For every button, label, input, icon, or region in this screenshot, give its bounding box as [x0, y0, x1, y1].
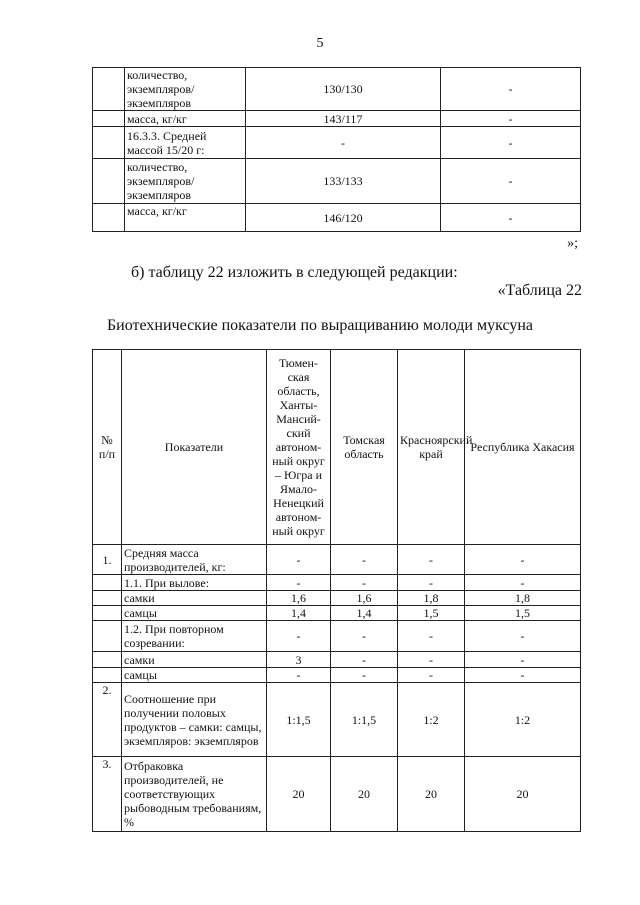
header-tyumen: Тюмен-ская область, Ханты-Мансий-ский автоном-ный округ – Югра и Ямало-Ненецкий автоном-ный округ [267, 350, 331, 545]
table-row [93, 652, 581, 668]
value-tomsk: 1:1,5 [331, 683, 398, 757]
value-tomsk: 1,4 [331, 606, 398, 621]
header-num: № п/п [93, 350, 122, 545]
amendment-instruction: б) таблицу 22 изложить в следующей редакции: [131, 264, 458, 281]
value-tyumen: 3 [267, 652, 331, 668]
table-row [93, 757, 581, 832]
row-num [93, 621, 122, 652]
table-row [93, 683, 581, 757]
value-khakassia: 1:2 [465, 683, 581, 757]
value-khakassia: - [465, 652, 581, 668]
table-cell [93, 68, 125, 111]
value-tyumen: 1,6 [267, 591, 331, 606]
row-num: 3. [93, 757, 122, 832]
table-cell: - [246, 127, 441, 159]
value-tyumen: 1,4 [267, 606, 331, 621]
row-label: 1.1. При вылове: [122, 575, 267, 591]
table-cell: масса, кг/кг [125, 111, 246, 127]
table-cell: - [441, 127, 581, 159]
row-label: самки [122, 591, 267, 606]
page-number: 5 [316, 36, 324, 51]
header-tomsk: Томская область [331, 350, 398, 545]
value-tyumen: - [267, 668, 331, 683]
row-num [93, 668, 122, 683]
value-tomsk: - [331, 652, 398, 668]
value-krasnoyarsk: - [398, 621, 465, 652]
table-row [93, 591, 581, 606]
value-krasnoyarsk: - [398, 575, 465, 591]
table-cell: 130/130 [246, 68, 441, 111]
table-cell: 16.3.3. Средней массой 15/20 г: [125, 127, 246, 159]
row-label: самки [122, 652, 267, 668]
table-cell [93, 111, 125, 127]
table-cell: - [441, 68, 581, 111]
value-tomsk: - [331, 545, 398, 575]
header-khakassia: Республика Хакасия [465, 350, 581, 545]
value-tyumen: 1:1,5 [267, 683, 331, 757]
table-row [93, 545, 581, 575]
header-indicator: Показатели [122, 350, 267, 545]
table-row [93, 127, 581, 159]
value-khakassia: - [465, 575, 581, 591]
row-label: 1.2. При повторном созревании: [122, 621, 267, 652]
value-tomsk: 20 [331, 757, 398, 832]
closing-quote: »; [567, 236, 578, 251]
row-label: самцы [122, 606, 267, 621]
value-tyumen: - [267, 575, 331, 591]
value-tomsk: 1,6 [331, 591, 398, 606]
table-row [93, 159, 581, 204]
value-khakassia: 20 [465, 757, 581, 832]
value-krasnoyarsk: 20 [398, 757, 465, 832]
value-krasnoyarsk: 1,8 [398, 591, 465, 606]
table-cell: количество, экземпляров/ экземпляров [125, 68, 246, 111]
value-tomsk: - [331, 668, 398, 683]
table-title: Биотехнические показатели по выращиванию молоди муксуна [106, 317, 534, 334]
table-cell: - [441, 204, 581, 232]
row-label: Средняя масса производителей, кг: [122, 545, 267, 575]
table-cell [93, 159, 125, 204]
value-tyumen: - [267, 621, 331, 652]
table-header-row [93, 350, 581, 545]
row-label: самцы [122, 668, 267, 683]
table-cell [93, 204, 125, 232]
value-krasnoyarsk: - [398, 652, 465, 668]
header-krasnoyarsk: Красноярский край [398, 350, 465, 545]
table-cell: количество, экземпляров/ экземпляров [125, 159, 246, 204]
value-krasnoyarsk: 1,5 [398, 606, 465, 621]
value-tomsk: - [331, 621, 398, 652]
row-num [93, 575, 122, 591]
table-cell: 133/133 [246, 159, 441, 204]
value-khakassia: - [465, 668, 581, 683]
table-cell: - [441, 159, 581, 204]
row-num: 2. [93, 683, 122, 757]
row-label: Соотношение при получении половых продуктов – самки: самцы, экземпляров: экземпляров [122, 683, 267, 757]
row-num: 1. [93, 545, 122, 575]
table-row [93, 68, 581, 111]
table-row [93, 575, 581, 591]
row-label: Отбраковка производителей, не соответствующих рыбоводным требованиям, % [122, 757, 267, 832]
continued-table [92, 67, 581, 232]
value-tomsk: - [331, 575, 398, 591]
table-row [93, 621, 581, 652]
row-num [93, 652, 122, 668]
value-khakassia: - [465, 621, 581, 652]
value-khakassia: - [465, 545, 581, 575]
table-row [93, 606, 581, 621]
value-khakassia: 1,5 [465, 606, 581, 621]
value-tyumen: 20 [267, 757, 331, 832]
value-krasnoyarsk: - [398, 668, 465, 683]
row-num [93, 606, 122, 621]
value-krasnoyarsk: 1:2 [398, 683, 465, 757]
table-cell [93, 127, 125, 159]
value-tyumen: - [267, 545, 331, 575]
table-cell: 146/120 [246, 204, 441, 232]
table-cell: масса, кг/кг [125, 204, 246, 232]
table-cell: 143/117 [246, 111, 441, 127]
table-row [93, 668, 581, 683]
table-cell: - [441, 111, 581, 127]
table-row [93, 111, 581, 127]
value-khakassia: 1,8 [465, 591, 581, 606]
row-num [93, 591, 122, 606]
biotechnical-table [92, 349, 581, 832]
table-row [93, 204, 581, 232]
table-label: «Таблица 22 [497, 282, 582, 299]
value-krasnoyarsk: - [398, 545, 465, 575]
